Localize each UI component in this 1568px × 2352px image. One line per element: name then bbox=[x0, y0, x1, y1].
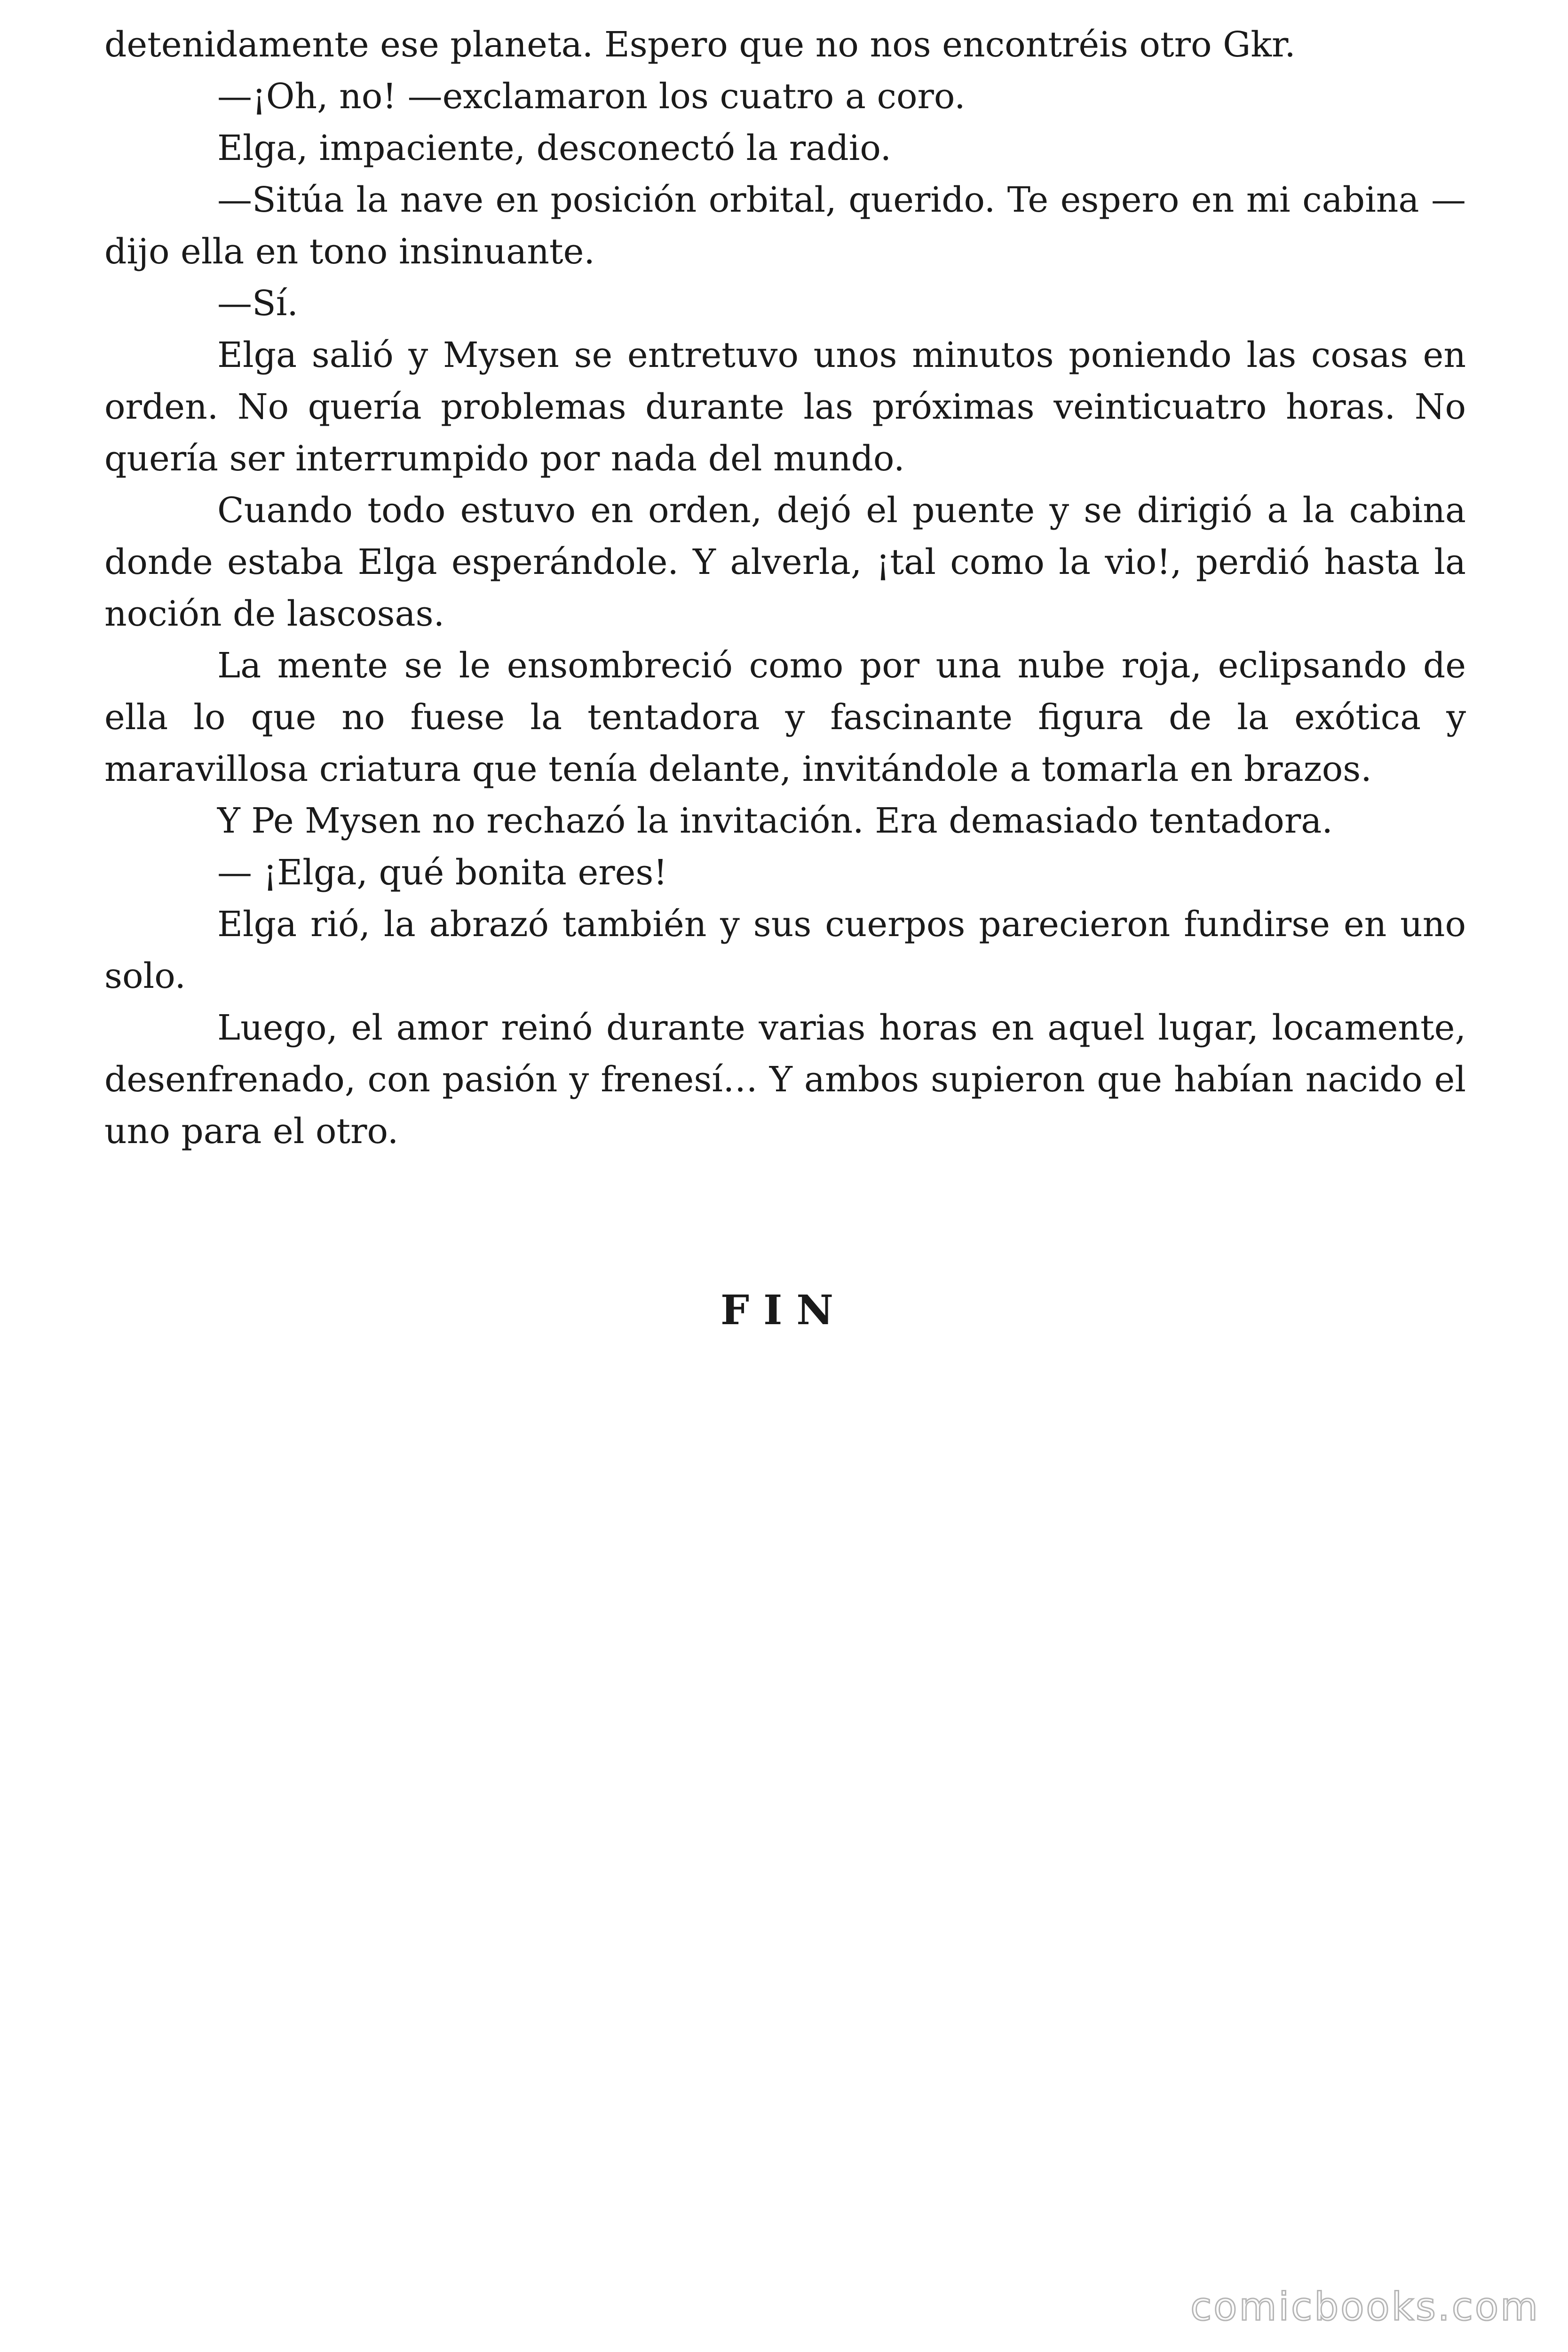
paragraph-3: Elga, impaciente, desconectó la radio. bbox=[217, 128, 892, 168]
paragraph-2: —¡Oh, no! —exclamaron los cuatro a coro. bbox=[217, 76, 966, 117]
paragraph-7: Cuando todo estuvo en orden, dejó el puente y se dirigió a la cabina donde estaba Elga esperándole. Y alverla, ¡tal como la vio!, perdió hasta la noción de lascosas. bbox=[104, 490, 1466, 634]
paragraph-11: Elga rió, la abrazó también y sus cuerpos parecieron fundirse en uno solo. bbox=[104, 904, 1466, 996]
end-marker: FIN bbox=[721, 1287, 847, 1334]
paragraph-8: La mente se le ensombreció como por una nube roja, eclipsando de ella lo que no fuese la tentadora y fascinante figura de la exótica y maravillosa criatura que tenía delante, invitándole a tomarla en brazos. bbox=[104, 645, 1466, 789]
paragraph-10: — ¡Elga, qué bonita eres! bbox=[217, 852, 668, 893]
paragraph-1: detenidamente ese planeta. Espero que no nos encontréis otro Gkr. bbox=[104, 24, 1296, 65]
paragraph-6: Elga salió y Mysen se entretuvo unos minutos poniendo las cosas en orden. No quería problemas durante las próximas veinticuatro horas. No quería ser interrumpido por nada del mundo. bbox=[104, 335, 1466, 479]
paragraph-12: Luego, el amor reinó durante varias horas en aquel lugar, locamente, desenfrenado, con pasión y frenesí… Y ambos supieron que habían nacido el uno para el otro. bbox=[104, 1008, 1466, 1152]
paragraph-4: —Sitúa la nave en posición orbital, querido. Te espero en mi cabina —dijo ella en tono insinuante. bbox=[104, 180, 1466, 272]
paragraph-5: —Sí. bbox=[217, 283, 298, 324]
paragraph-9: Y Pe Mysen no rechazó la invitación. Era demasiado tentadora. bbox=[217, 801, 1333, 841]
watermark: comicbooks.com bbox=[1190, 2285, 1540, 2329]
body-text bbox=[104, 19, 1466, 1157]
